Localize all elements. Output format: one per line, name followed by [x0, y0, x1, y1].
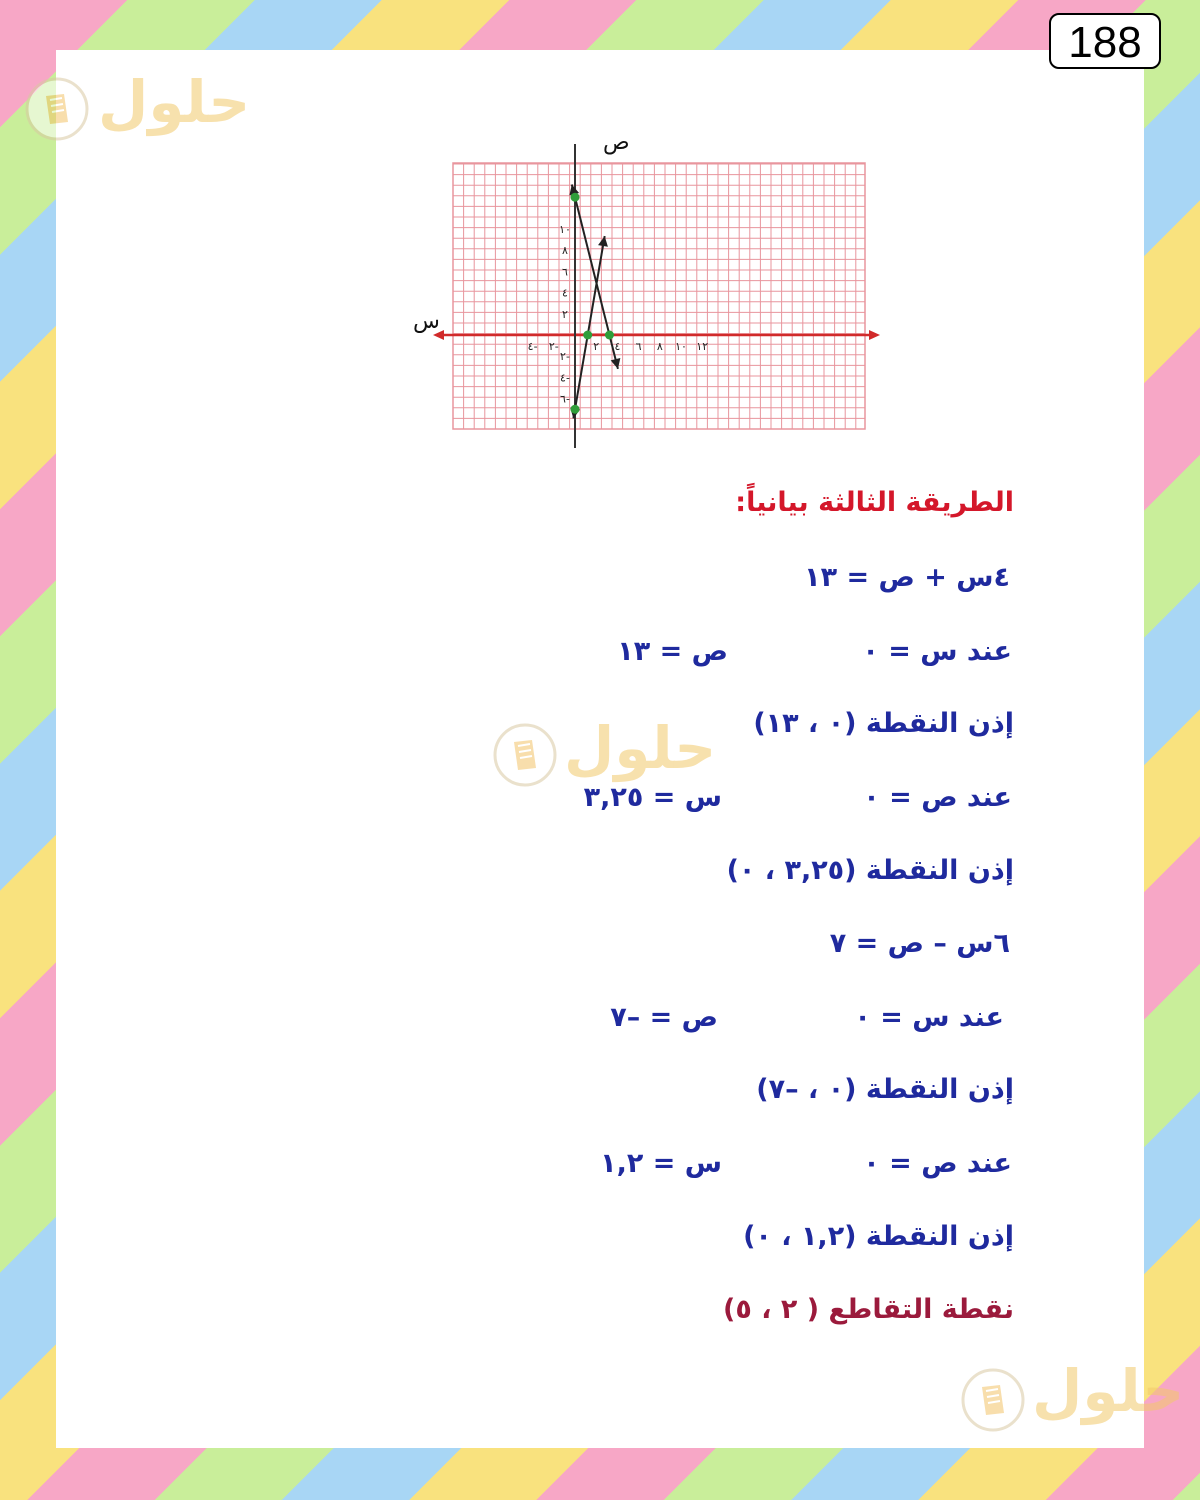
x-tick-label: ٤ — [614, 340, 621, 353]
coordinate-graph — [405, 130, 895, 464]
plotted-point — [605, 331, 614, 340]
x-tick-label: ٢ — [593, 340, 600, 353]
watermark-text: حلول — [1032, 1357, 1185, 1425]
x-tick-label: ٦ — [635, 340, 642, 353]
y-tick-label: ٤- — [560, 371, 570, 385]
book-icon — [960, 1367, 1026, 1433]
eq2-at-y-zero-result: س = ١,٢ — [600, 1148, 722, 1179]
tick-labels — [528, 223, 709, 406]
line-arrow-icon — [598, 236, 608, 247]
y-tick-label: ١٠ — [559, 223, 571, 236]
x-axis-arrow-icon — [869, 330, 880, 340]
y-axis-label: ص — [603, 130, 630, 155]
x-tick-label: ١٠ — [675, 340, 687, 353]
x-tick-label: ٨ — [656, 340, 663, 353]
watermark-text: حلول — [98, 68, 251, 136]
y-tick-label: ٢ — [562, 307, 568, 321]
plotted-line — [573, 236, 604, 418]
eq2-at-x-zero-result: ص = –٧ — [610, 1002, 718, 1033]
graph-canvas — [405, 130, 895, 460]
method-heading: الطريقة الثالثة بيانياً: — [735, 487, 1014, 518]
x-tick-label: ١٢ — [696, 340, 709, 353]
plotted-point — [571, 405, 580, 414]
y-tick-label: ٨ — [562, 244, 568, 258]
watermark-logo — [960, 1355, 1185, 1445]
eq1-point-2: إذن النقطة (٣,٢٥ ، ٠) — [726, 855, 1014, 886]
eq2-point-2: إذن النقطة (١,٢ ، ٠) — [743, 1221, 1014, 1252]
watermark-text: حلول — [564, 714, 717, 782]
eq1-at-y-zero: عند ص = ٠ — [863, 782, 1012, 813]
eq1-at-x-zero-result: ص = ١٣ — [617, 636, 728, 667]
y-tick-label: ٢- — [560, 350, 570, 364]
y-tick-label: ٦- — [560, 392, 570, 406]
eq2-point-1: إذن النقطة (٠ ، –٧) — [756, 1074, 1014, 1105]
eq1-at-x-zero: عند س = ٠ — [862, 636, 1012, 667]
watermark-logo — [24, 62, 251, 152]
book-icon — [492, 722, 558, 788]
x-tick-label: ٢- — [548, 340, 559, 353]
equation-2: ٦س – ص = ٧ — [829, 928, 1010, 959]
page-number-badge: 188 — [1049, 13, 1161, 69]
book-icon — [24, 76, 90, 142]
y-tick-label: ٦ — [562, 265, 568, 279]
plotted-point — [583, 331, 592, 340]
x-axis-label: س — [413, 309, 440, 334]
eq2-at-x-zero: عند س = ٠ — [854, 1002, 1004, 1033]
equation-1: ٤س + ص = ١٣ — [804, 562, 1010, 593]
eq1-point-1: إذن النقطة (٠ ، ١٣) — [753, 708, 1014, 739]
x-tick-label: ٤- — [527, 340, 538, 353]
eq2-at-y-zero: عند ص = ٠ — [863, 1148, 1012, 1179]
grid-lines — [453, 163, 865, 429]
y-tick-label: ٤ — [562, 286, 568, 300]
plotted-point — [571, 193, 580, 202]
intersection-point: نقطة التقاطع ( ٢ ، ٥) — [722, 1294, 1014, 1325]
eq1-at-y-zero-result: س = ٣,٢٥ — [583, 782, 722, 813]
